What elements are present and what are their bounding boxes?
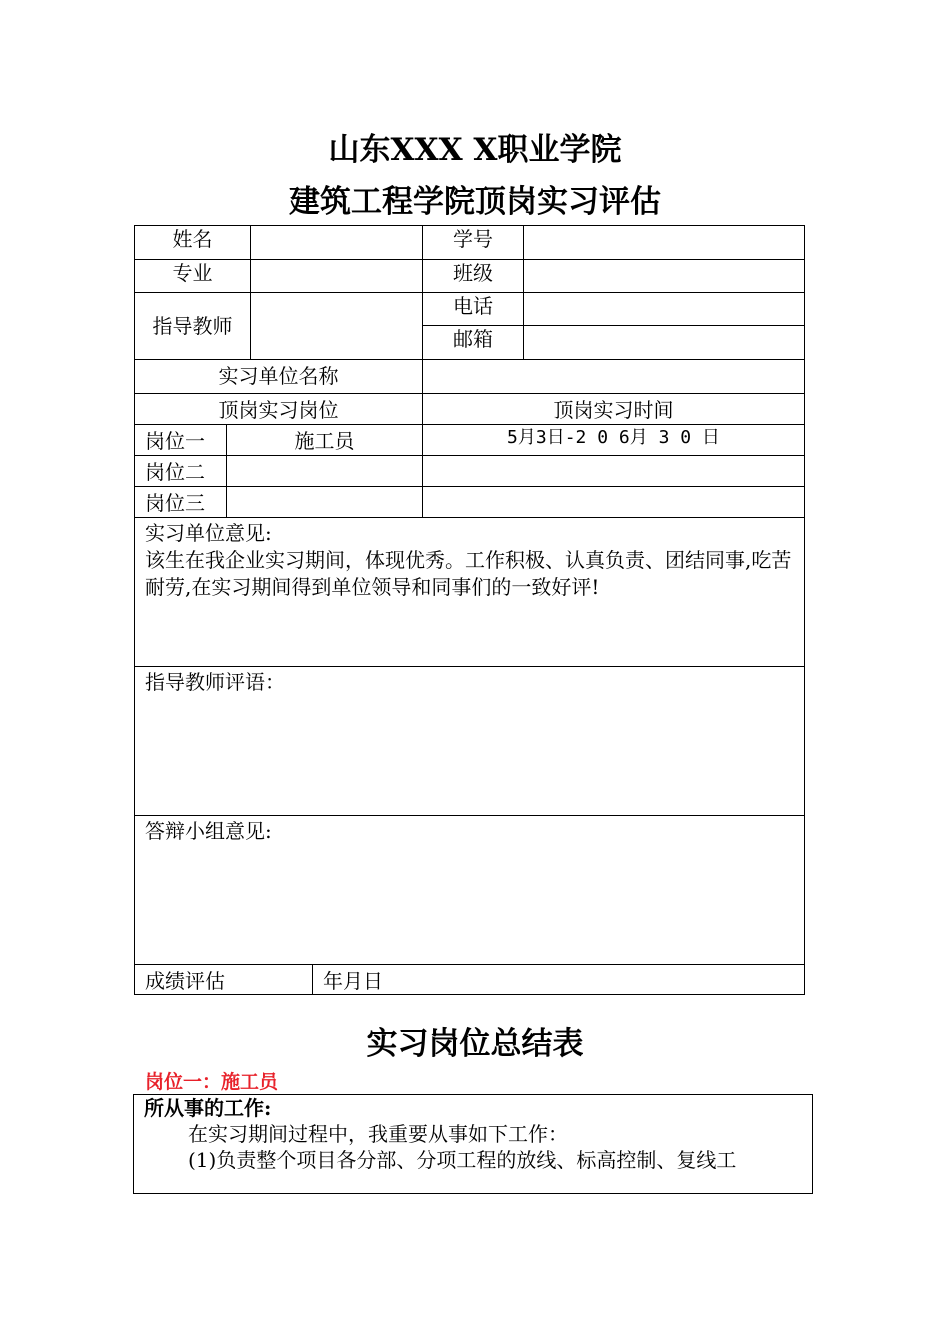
class-label: 班级 — [422, 259, 523, 292]
student-no-field[interactable] — [523, 225, 804, 259]
post2-value[interactable] — [226, 455, 422, 486]
post2-time[interactable] — [422, 455, 804, 486]
email-label: 邮箱 — [422, 325, 523, 359]
unit-opinion-text: 该生在我企业实习期间，体现优秀。工作积极、认真负责、团结同事,吃苦耐劳,在实习期间得到单位领导和同事们的一致好评! — [145, 548, 792, 599]
summary-line-1: 在实习期间过程中，我重要从事如下工作： — [188, 1122, 568, 1146]
panel-opinion-label: 答辩小组意见: — [145, 819, 272, 843]
school-title: 山东XXX X职业学院 — [328, 132, 622, 168]
unit-opinion — [134, 517, 804, 666]
table-bottom-border — [134, 994, 805, 995]
summary-line-2: (1)负责整个项目各分部、分项工程的放线、标高控制、复线工 — [188, 1148, 737, 1172]
major-label: 专业 — [134, 259, 250, 292]
advisor-label — [134, 292, 250, 359]
phone-label: 电话 — [422, 292, 523, 325]
unit-name-label: 实习单位名称 — [134, 359, 422, 393]
unit-opinion-label: 实习单位意见: — [145, 521, 272, 545]
post-header: 顶岗实习岗位 — [134, 393, 422, 424]
table-right-border — [804, 225, 805, 995]
post1-value: 施工员 — [226, 424, 422, 455]
major-field[interactable] — [250, 259, 422, 292]
summary-title: 实习岗位总结表 — [366, 1026, 584, 1062]
grade-date: 年月日 — [312, 964, 804, 994]
post3-time[interactable] — [422, 486, 804, 517]
class-field[interactable] — [523, 259, 804, 292]
post3-value[interactable] — [226, 486, 422, 517]
unit-name-field[interactable] — [422, 359, 804, 393]
phone-field[interactable] — [523, 292, 804, 325]
advisor-comment-label: 指导教师评语： — [145, 670, 285, 694]
student-no-label: 学号 — [422, 225, 523, 259]
post1-label: 岗位一 — [134, 424, 226, 455]
work-heading: 所从事的工作: — [144, 1096, 272, 1120]
summary-post-heading: 岗位一：施工员 — [145, 1071, 279, 1093]
form-title: 建筑工程学院顶岗实习评估 — [289, 184, 661, 220]
name-label: 姓名 — [134, 225, 250, 259]
grade-label: 成绩评估 — [134, 964, 312, 994]
post1-time: 5月3日-2 0 6月 3 0 日 — [422, 424, 804, 455]
summary-box — [133, 1094, 813, 1194]
advisor-comment — [134, 666, 804, 815]
post2-label: 岗位二 — [134, 455, 226, 486]
panel-opinion — [134, 815, 804, 964]
name-field[interactable] — [250, 225, 422, 259]
email-field[interactable] — [523, 325, 804, 359]
advisor-field[interactable] — [250, 292, 422, 359]
time-header: 顶岗实习时间 — [422, 393, 804, 424]
advisor-label-text: 指导教师 — [152, 314, 233, 338]
post3-label: 岗位三 — [134, 486, 226, 517]
